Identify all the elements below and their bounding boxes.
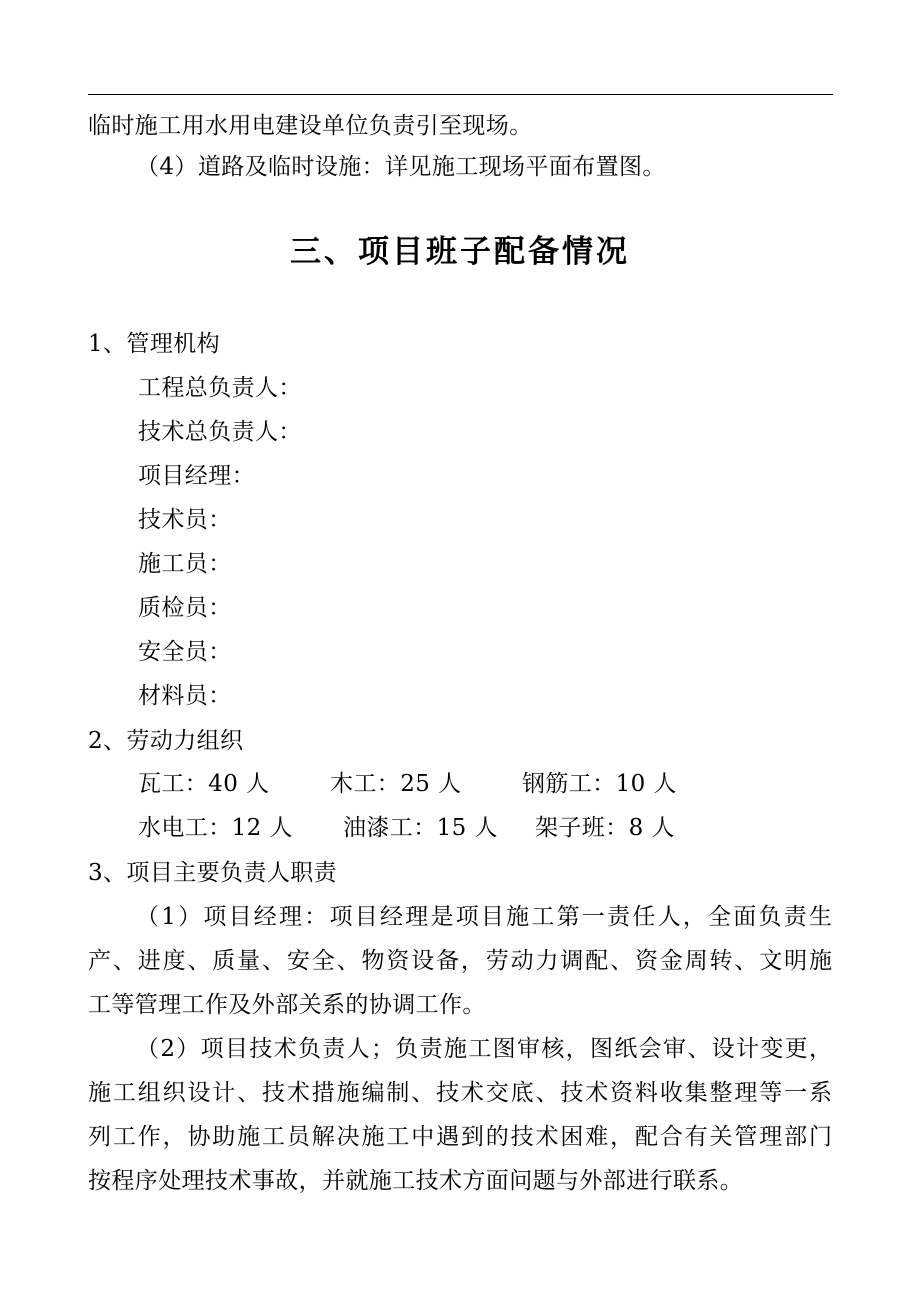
role-line: 施工员： xyxy=(138,551,232,577)
role-line: 项目经理： xyxy=(138,463,255,489)
duty-paragraph-line: （2）项目技术负责人；负责施工图审核，图纸会审、设计变更， xyxy=(136,1036,832,1062)
role-line: 技术总负责人： xyxy=(138,419,302,445)
road-facilities-item: （4）道路及临时设施：详见施工现场平面布置图。 xyxy=(136,154,666,180)
management-heading: 1、管理机构 xyxy=(88,331,221,357)
body-text-line: 临时施工用水用电建设单位负责引至现场。 xyxy=(88,113,533,139)
duty-paragraph-line: 列工作，协助施工员解决施工中遇到的技术困难，配合有关管理部门 xyxy=(88,1124,832,1150)
labor-entry: 钢筋工：10 人 xyxy=(522,771,677,797)
role-line: 工程总负责人： xyxy=(138,375,302,401)
duty-paragraph-line: 施工组织设计、技术措施编制、技术交底、技术资料收集整理等一系 xyxy=(88,1080,832,1106)
role-line: 质检员： xyxy=(138,595,232,621)
duty-paragraph-line: （1）项目经理：项目经理是项目施工第一责任人，全面负责生 xyxy=(136,904,832,930)
duty-paragraph-line: 工等管理工作及外部关系的协调工作。 xyxy=(88,992,486,1018)
labor-entry: 瓦工：40 人 xyxy=(138,771,270,797)
duties-heading: 3、项目主要负责人职责 xyxy=(88,860,338,886)
role-line: 材料员： xyxy=(138,683,232,709)
role-line: 安全员： xyxy=(138,639,232,665)
labor-entry: 水电工：12 人 xyxy=(138,815,293,841)
labor-heading: 2、劳动力组织 xyxy=(88,728,244,754)
section-title: 三、项目班子配备情况 xyxy=(290,234,630,270)
role-line: 技术员： xyxy=(138,507,232,533)
labor-entry: 油漆工：15 人 xyxy=(343,815,498,841)
labor-entry: 架子班：8 人 xyxy=(535,815,675,841)
duty-paragraph-line: 产、进度、质量、安全、物资设备，劳动力调配、资金周转、文明施 xyxy=(88,948,832,974)
header-rule xyxy=(88,94,833,95)
labor-entry: 木工：25 人 xyxy=(330,771,462,797)
duty-paragraph-line: 按程序处理技术事故，并就施工技术方面问题与外部进行联系。 xyxy=(88,1168,744,1194)
